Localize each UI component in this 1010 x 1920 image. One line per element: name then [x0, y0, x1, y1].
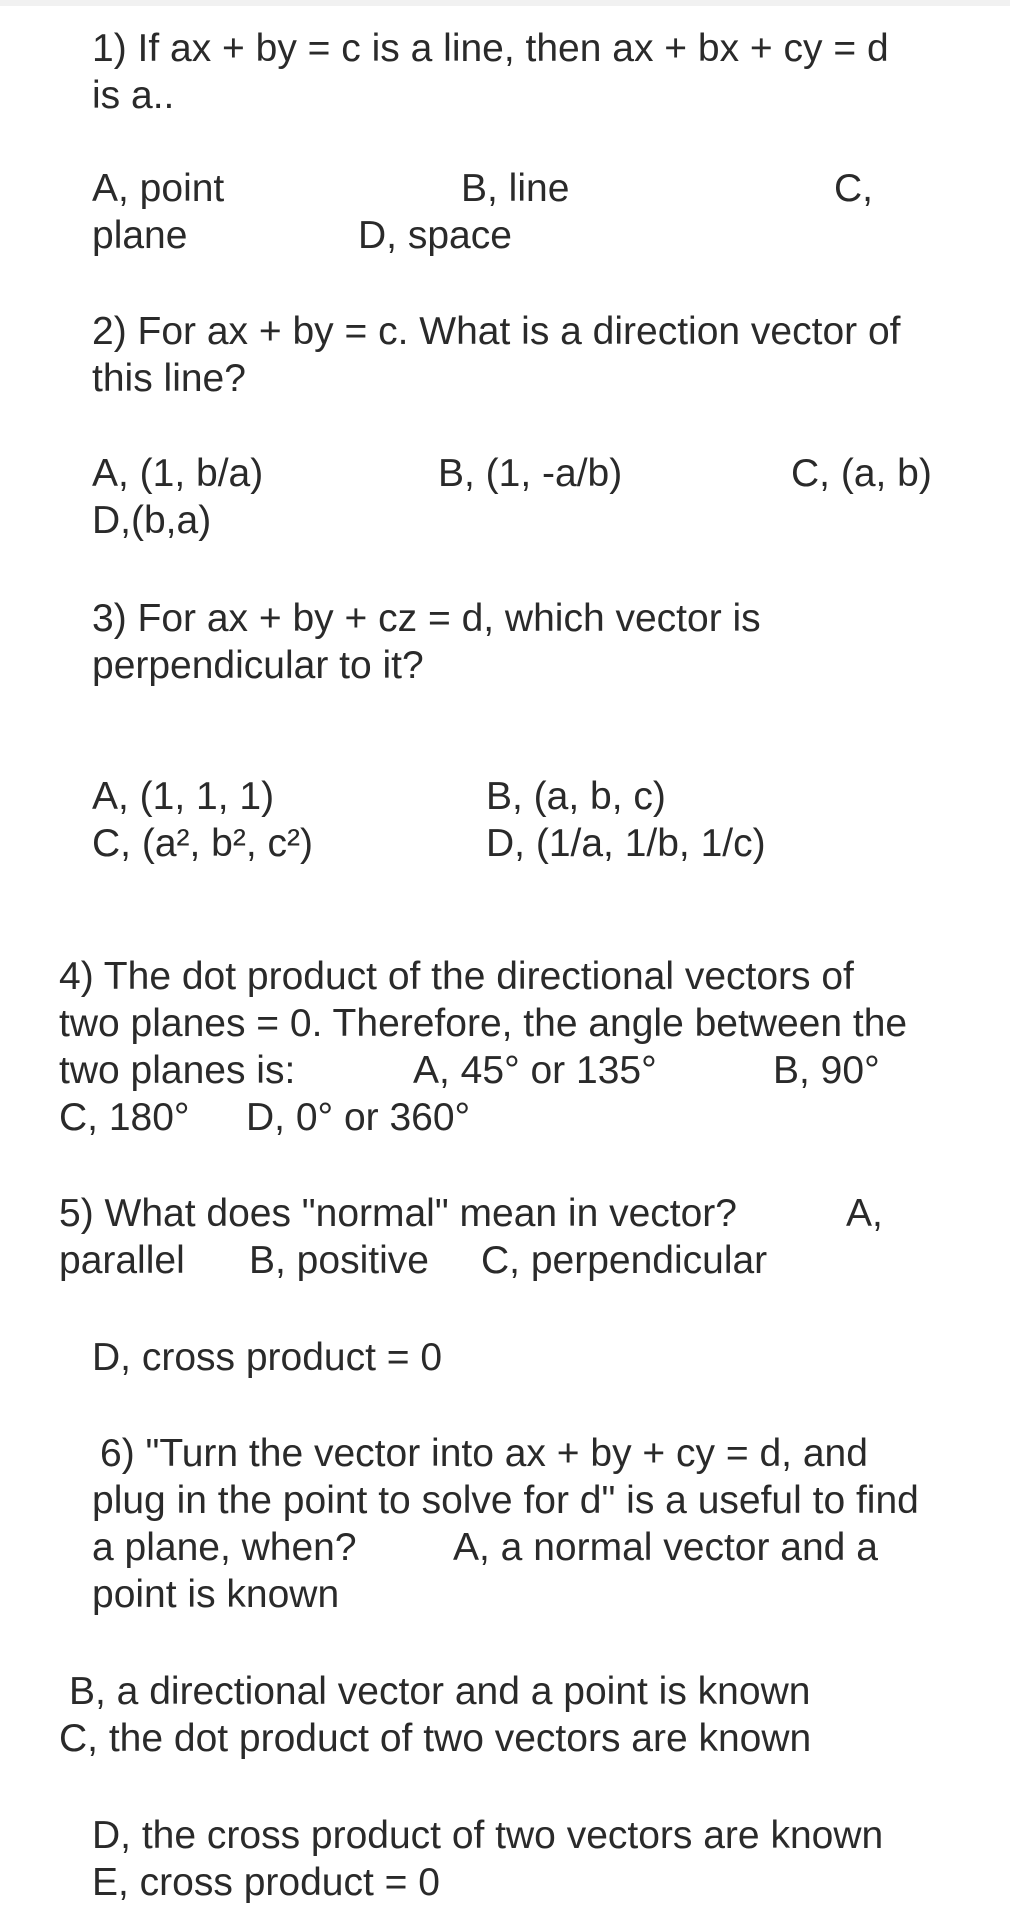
q1-option-b: B, line — [461, 167, 570, 210]
q5-option-c: C, perpendicular — [481, 1239, 768, 1282]
q4-text-line1: 4) The dot product of the directional vectors of — [59, 955, 854, 998]
q1-option-d: D, space — [358, 214, 512, 257]
q6-option-c: C, the dot product of two vectors are known — [59, 1717, 812, 1760]
q4-option-b: B, 90° — [773, 1049, 880, 1092]
q3-option-d: D, (1/a, 1/b, 1/c) — [486, 822, 766, 865]
q6-option-b: B, a directional vector and a point is known — [69, 1670, 811, 1713]
q6-option-a: A, a normal vector and a — [453, 1526, 878, 1569]
q1-option-c: C, — [834, 167, 873, 210]
q2-option-b: B, (1, -a/b) — [438, 452, 623, 495]
q5-option-a-cont: parallel — [59, 1239, 185, 1282]
q3-option-c: C, (a², b², c²) — [92, 822, 313, 865]
q2-option-a: A, (1, b/a) — [92, 452, 264, 495]
q4-option-c: C, 180° — [59, 1096, 190, 1139]
q1-option-a: A, point — [92, 167, 225, 210]
top-status-strip — [0, 0, 1010, 6]
q1-text-line1: 1) If ax + by = c is a line, then ax + bx + cy = d — [92, 27, 889, 70]
q4-option-d: D, 0° or 360° — [246, 1096, 471, 1139]
q1-text-line2: is a.. — [92, 74, 175, 117]
q2-text-line2: this line? — [92, 357, 246, 400]
q2-option-d: D,(b,a) — [92, 499, 212, 542]
q6-option-a-cont: point is known — [92, 1573, 340, 1616]
q4-text-line2: two planes = 0. Therefore, the angle between the — [59, 1002, 908, 1045]
q6-text-line3: a plane, when? — [92, 1526, 357, 1569]
q3-text-line1: 3) For ax + by + cz = d, which vector is — [92, 597, 761, 640]
q3-text-line2: perpendicular to it? — [92, 644, 424, 687]
q3-option-b: B, (a, b, c) — [486, 775, 666, 818]
q5-option-b: B, positive — [249, 1239, 429, 1282]
q6-option-d: D, the cross product of two vectors are known — [92, 1814, 884, 1857]
q4-text-line3: two planes is: — [59, 1049, 296, 1092]
q6-text-line1: 6) "Turn the vector into ax + by + cy = d, and — [100, 1432, 868, 1475]
q5-option-a: A, — [846, 1192, 883, 1235]
q6-option-e: E, cross product = 0 — [92, 1861, 440, 1904]
q5-text-line1: 5) What does "normal" mean in vector? — [59, 1192, 737, 1235]
q2-text-line1: 2) For ax + by = c. What is a direction vector of — [92, 310, 901, 353]
q1-option-c-cont: plane — [92, 214, 188, 257]
q2-option-c: C, (a, b) — [791, 452, 932, 495]
q4-option-a: A, 45° or 135° — [413, 1049, 657, 1092]
q5-option-d: D, cross product = 0 — [92, 1336, 443, 1379]
q3-option-a: A, (1, 1, 1) — [92, 775, 275, 818]
q6-text-line2: plug in the point to solve for d" is a useful to find — [92, 1479, 919, 1522]
